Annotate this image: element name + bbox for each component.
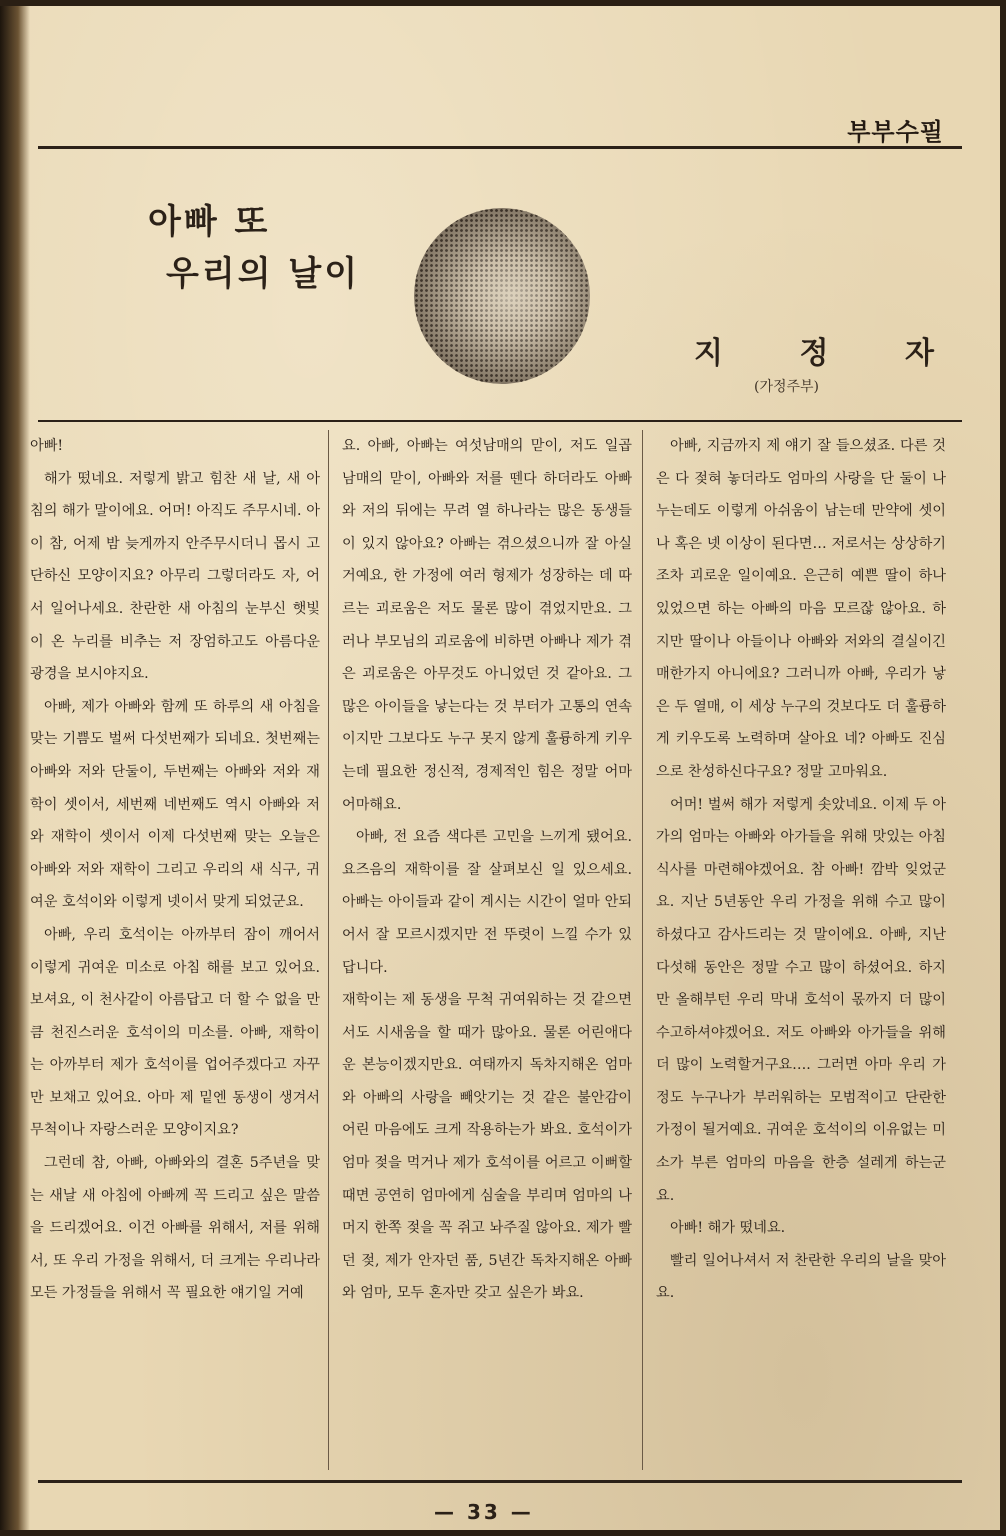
paragraph: 아빠, 전 요즘 색다른 고민을 느끼게 됐어요. 요즈음의 재학이를 잘 살펴보신 일 있으세요. 아빠는 아이들과 같이 계시는 시간이 얼마 안되어서 잘 모르시겠지만 전 뚜렷이 느낄 수가 있답니다.	[342, 829, 632, 976]
article-title-line-2: 우리의 날이	[166, 254, 361, 294]
paragraph: 그런데 참, 아빠, 아빠와의 결혼 5주년을 맞는 새날 새 아침에 아빠께 꼭 드리고 싶은 말씀을 드리겠어요. 이건 아빠를 위해서, 저를 위해서, 또 우리 가정을 위해서, 더 크게는 우리나라 모든 가정들을 위해서 꼭 필요한 얘기일 거예	[30, 1155, 320, 1302]
text-column-1	[30, 430, 320, 1476]
paragraph: 아빠!	[30, 438, 64, 454]
paragraph: 아빠, 지금까지 제 얘기 잘 들으셨죠. 다른 것은 다 젖혀 놓더라도 엄마의 사랑을 단 둘이 나누는데도 이렇게 아쉬움이 남는데 만약에 셋이나 혹은 넷 이상이 된다면… 저로서는 상상하기조차 괴로운 일이예요. 은근히 예쁜 딸이 하나 있었으면 하는 아빠의 마음 모르잖 않아요. 하지만 딸이나 아들이나 아빠와 저와의 결실이긴 매한가지 아니에요? 그러니까 아빠, 우리가 낳은 두 열매, 이 세상 누구의 것보다도 더 훌륭하게 키우도록 노력하며 살아요 네? 아빠도 진심으로 찬성하신다구요? 정말 고마워요.	[656, 438, 946, 780]
text-column-3	[656, 430, 946, 1476]
bottom-rule	[38, 1480, 962, 1483]
paragraph: 재학이는 제 동생을 무척 귀여워하는 것 같으면서도 시새움을 할 때가 많아요. 물론 어린애다운 본능이겠지만요. 여태까지 독차지해온 엄마와 아빠의 사랑을 빼앗기는 것 같은 불안감이 어린 마음에도 크게 작용하는가 봐요. 호석이가 엄마 젖을 먹거나 제가 호석이를 어르고 이뻐할 때면 공연히 엄마에게 심술을 부리며 엄마의 나머지 한쪽 젖을 꼭 쥐고 놔주질 않아요. 제가 빨던 젖, 제가 안자던 품, 5년간 독차지해온 아빠와 엄마, 모두 혼자만 갖고 싶은가 봐요.	[342, 992, 632, 1302]
author-portrait	[414, 208, 590, 384]
middle-rule	[38, 420, 962, 422]
paragraph: 아빠, 우리 호석이는 아까부터 잠이 깨어서 이렇게 귀여운 미소로 아침 해를 보고 있어요. 보셔요, 이 천사같이 아름답고 더 할 수 없을 만큼 천진스러운 호석이의 미소를. 아빠, 재학이는 아까부터 제가 호석이를 업어주겠다고 자꾸만 보채고 있어요. 아마 제 밑엔 동생이 생겨서 무척이나 자랑스러운 모양이지요?	[30, 926, 320, 1139]
paragraph: 아빠, 제가 아빠와 함께 또 하루의 새 아침을 맞는 기쁨도 벌써 다섯번째가 되네요. 첫번째는 아빠와 저와 단둘이, 두번째는 아빠와 저와 재학이 셋이서, 세번째 네번째도 역시 아빠와 저와 재학이 셋이서 이제 다섯번째 맞는 오늘은 아빠와 저와 재학이 그리고 우리의 새 식구, 귀여운 호석이와 이렇게 넷이서 맞게 되었군요.	[30, 698, 320, 911]
column-divider	[328, 430, 329, 1470]
paragraph: 요. 아빠, 아빠는 여섯남매의 맏이, 저도 일곱 남매의 맏이, 아빠와 저를 뗀다 하더라도 아빠와 저의 뒤에는 무려 열 하나라는 많은 동생들이 있지 않아요? 아빠는 겪으셨으니까 잘 아실거예요, 한 가정에 여러 형제가 성장하는 데 따르는 괴로움은 저도 물론 많이 겪었지만요. 그러나 부모님의 괴로움에 비하면 아빠나 제가 겪은 괴로움은 아무것도 아니었던 것 같아요. 그 많은 아이들을 낳는다는 것 부터가 고통의 연속이지만 그보다도 누구 못지 않게 훌륭하게 키우는데 필요한 정신적, 경제적인 힘은 정말 어마어마해요.	[342, 438, 632, 813]
portrait-shading	[414, 208, 590, 384]
book-binding-edge	[0, 6, 30, 1530]
article-title	[148, 196, 360, 300]
top-rule	[38, 146, 962, 149]
text-column-2	[342, 430, 632, 1476]
author-role: (가정주부)	[754, 379, 820, 395]
paragraph: 해가 떴네요. 저렇게 밝고 힘찬 새 날, 새 아침의 해가 말이에요. 어머! 아직도 주무시네. 아이 참, 어제 밤 늦게까지 안주무시더니 몹시 고단하신 모양이지요? 아무리 그렇더라도 자, 어서 일어나세요. 찬란한 새 아침의 눈부신 햇빛이 온 누리를 비추는 저 장엄하고도 아름다운 광경을 보시야지요.	[30, 470, 320, 683]
author-name-char: 자	[905, 336, 934, 371]
author-name-char: 정	[799, 336, 829, 371]
page-number: — 33 —	[434, 1500, 534, 1524]
paragraph: 빨리 일어나셔서 저 찬란한 우리의 날을 맞아요.	[656, 1252, 946, 1302]
paragraph: 아빠! 해가 떴네요.	[670, 1220, 786, 1237]
paragraph: 어머! 벌써 해가 저렇게 솟았네요. 이제 두 아가의 엄마는 아빠와 아가들을 위해 맛있는 아침 식사를 마련해야겠어요. 참 아빠! 깜박 잊었군요. 지난 5년동안 우리 가정을 위해 수고 많이 하셨다고 감사드리는 것 말이에요. 아빠, 지난 다섯해 동안은 정말 수고 많이 하셨어요. 하지만 올해부턴 우리 막내 호석이 몫까지 더 많이 수고하셔야겠어요. 저도 아빠와 아가들을 위해 더 많이 노력할거구요…. 그러면 아마 우리 가정도 누구나가 부러워하는 모범적이고 단란한 가정이 될거예요. 귀여운 호석이의 이유없는 미소가 부른 엄마의 마음을 한층 설레게 하는군요.	[656, 796, 946, 1204]
section-label: 부부수필	[847, 118, 944, 146]
author-name-char: 지	[694, 336, 723, 371]
magazine-page	[14, 6, 1000, 1530]
column-divider	[642, 430, 643, 1470]
article-title-line-1: 아빠 또	[148, 202, 271, 242]
author-name	[694, 328, 934, 372]
